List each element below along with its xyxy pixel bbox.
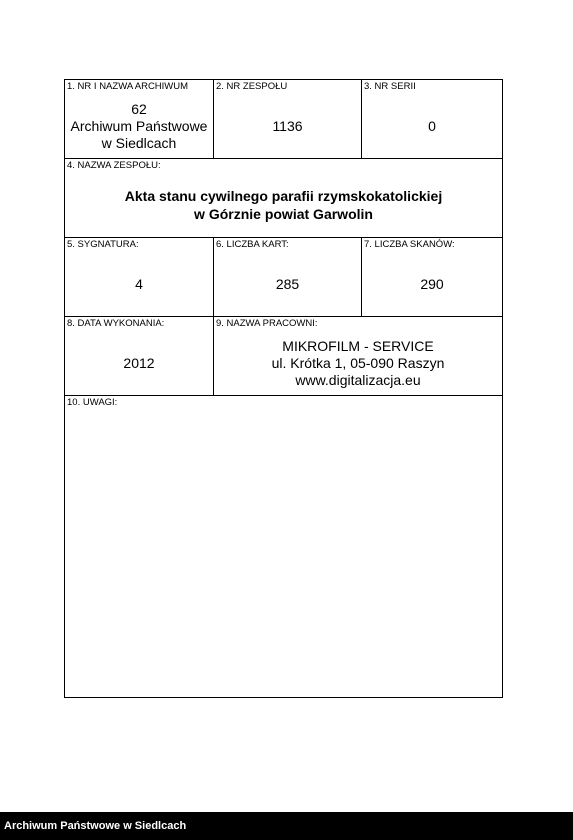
fonds-name-line1: Akta stanu cywilnego parafii rzymskokatolickiej (124, 188, 443, 204)
metadata-card (64, 79, 503, 698)
date-label: 8. DATA WYKONANIA: (67, 318, 165, 329)
fonds-number-label: 2. NR ZESPOŁU (216, 81, 288, 92)
cell-scan-count (361, 238, 502, 316)
cell-fonds-number (213, 80, 361, 158)
remarks-label: 10. UWAGI: (67, 397, 118, 408)
cell-card-count (213, 238, 361, 316)
row-fonds-name (65, 159, 502, 238)
cell-date (65, 317, 213, 395)
cell-remarks (65, 396, 502, 697)
cell-archive (65, 80, 213, 158)
cell-workshop (213, 317, 502, 395)
cell-series-number (361, 80, 502, 158)
workshop-website: www.digitalizacja.eu (295, 371, 421, 388)
cell-signature (65, 238, 213, 316)
workshop-name: MIKROFILM - SERVICE (282, 337, 434, 354)
workshop-value (214, 331, 502, 395)
footer-archive-name: Archiwum Państwowe w Siedlcach (4, 820, 187, 832)
archive-name-line1: Archiwum Państwowe (70, 117, 208, 134)
scan-count-value: 290 (420, 275, 444, 292)
date-value: 2012 (123, 354, 155, 371)
fonds-name-line2: w Górznie powiat Garwolin (194, 206, 373, 222)
archive-value (65, 94, 213, 158)
fonds-name-value (65, 173, 502, 237)
scan-count-label: 7. LICZBA SKANÓW: (364, 239, 455, 250)
workshop-address: ul. Krótka 1, 05-090 Raszyn (271, 354, 445, 371)
archive-label: 1. NR I NAZWA ARCHIWUM (67, 81, 189, 92)
row-production (65, 317, 502, 396)
series-number-label: 3. NR SERII (364, 81, 416, 92)
fonds-name-label: 4. NAZWA ZESPOŁU: (67, 160, 161, 171)
row-counts (65, 238, 502, 317)
cell-fonds-name (65, 159, 502, 237)
signature-value: 4 (135, 275, 143, 292)
footer-bar (0, 812, 573, 840)
workshop-label: 9. NAZWA PRACOWNI: (216, 318, 318, 329)
archive-number: 62 (131, 100, 147, 117)
series-number-value: 0 (428, 117, 436, 134)
archive-name-line2: w Siedlcach (101, 134, 177, 151)
card-count-label: 6. LICZBA KART: (216, 239, 289, 250)
row-archive (65, 80, 502, 159)
signature-label: 5. SYGNATURA: (67, 239, 139, 250)
card-count-value: 285 (275, 275, 300, 292)
fonds-number-value: 1136 (272, 117, 303, 134)
